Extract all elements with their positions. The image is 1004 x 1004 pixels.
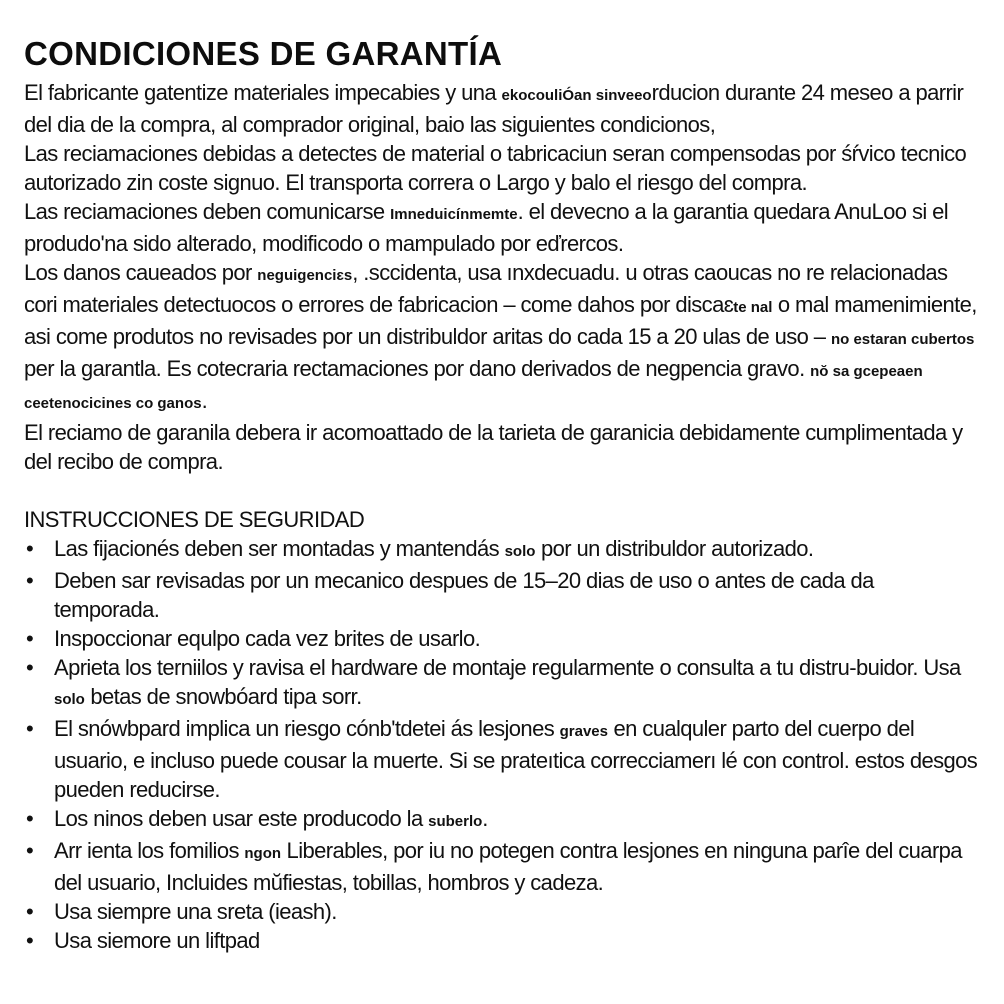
warranty-paragraph-communication: Las reciamaciones deben comunicarse Imneduicínmemte. el devecno a la garantia quedara AnuLoo si el produdo'na sido alterado, modificodo o mampulado por eďrercos. (24, 199, 949, 256)
small-caps-text: suberlo (428, 813, 483, 830)
warranty-paragraph-exclusions: Los danos caueados por neguigenciɛs, .sccidenta, usa ınxdecuadu. u otras caoucas no re relacionadas cori materiales detectuocos o errores de fabricacion – come dahos por discaɛte nal o mal mamenimiente, asi come produtos no revisades por un distribuldor aritas do cada 15 a 20 ulas de uso – no estaran cubertos per la garantla. Es cotecraria rectamaciones por dano derivados de negpencia gravo. nŏ sa gcepeaen ceetenocicines co ganos. (24, 260, 977, 413)
small-caps-text: solo (504, 543, 536, 560)
bullet-icon: • (26, 928, 34, 953)
warranty-paragraph-claims: Las reciamaciones debidas a detectes de material o tabricaciun seran compensodas por śŕvico tecnico autorizado zin coste signuo. El transporta correra o Largo y balo el riesgo del compra. (24, 141, 967, 195)
small-caps-text: ekocouliÓan sinveeo (501, 87, 652, 104)
bullet-icon: • (26, 626, 34, 651)
list-item: • Los ninos deben usar este producodo la suberlo. (26, 806, 488, 831)
bullet-icon: • (26, 568, 34, 593)
small-caps-text: solo (54, 691, 85, 708)
list-item: • Deben sar revisadas por un mecanico despues de 15–20 dias de uso o antes de cada da temporada. (26, 568, 874, 622)
bullet-icon: • (26, 899, 34, 924)
safety-instructions-list (24, 534, 984, 955)
list-item: • Aprieta los terniilos y ravisa el hardware de montaje regularmente o consulta a tu distru-buidor. Usa solo betas de snowbóard tipa sorr. (26, 655, 961, 709)
safety-heading: INSTRUCCIONES DE SEGURIDAD (24, 507, 365, 532)
bullet-icon: • (26, 536, 34, 561)
list-item: • Arr ienta los fomilios ngon Liberables, por iu no potegen contra lesjones en ninguna parîe del cuarpa del usuario, Incluides mŭfiestas, tobillas, hombros y cadeza. (26, 838, 962, 895)
warranty-document (24, 34, 984, 955)
warranty-paragraph-period: El fabricante gatentize materiales impecabies y una ekocouliÓan sinveeorducion durante 24 meseo a parrir del dia de la compra, al comprador original, baio las siguientes condicionos, (24, 80, 964, 137)
warranty-conditions (24, 78, 984, 476)
list-item: • Las fijacionés deben ser montadas y mantendás solo por un distribuldor autorizado. (26, 536, 814, 561)
bullet-icon: • (26, 716, 34, 741)
warranty-paragraph-receipt: El reciamo de garanila debera ir acomoattado de la tarieta de garanicia debidamente cumplimentada y del recibo de compra. (24, 420, 963, 474)
list-item: • Usa siempre una sreta (ieash). (26, 899, 337, 924)
list-item: • Usa siemore un liftpad (26, 928, 260, 953)
bullet-icon: • (26, 806, 34, 831)
small-caps-text: ngon (244, 845, 282, 862)
small-caps-text: neguigenciɛs (257, 267, 353, 284)
list-item: • Inspoccionar equlpo cada vez brites de usarlo. (26, 626, 481, 651)
list-item: • El snówbpard implica un riesgo cónb'tdetei ás lesjones graves en cualquler parto del cuerpo del usuario, e incluso puede cousar la muerte. Si se prateıtica correcciamerı lé con control. estos desgos pueden reducirse. (26, 716, 978, 802)
page-title: CONDICIONES DE GARANTÍA (24, 35, 503, 72)
bullet-icon: • (26, 838, 34, 863)
small-caps-text: no estaran cubertos (830, 331, 975, 348)
small-caps-text: graves (559, 723, 608, 740)
small-caps-text: te nal (733, 299, 773, 316)
bullet-icon: • (26, 655, 34, 680)
small-caps-text: nŏ sa gcepeaen ceetenocicines co ganos (24, 363, 923, 412)
small-caps-text: Imneduicínmemte (390, 206, 518, 223)
